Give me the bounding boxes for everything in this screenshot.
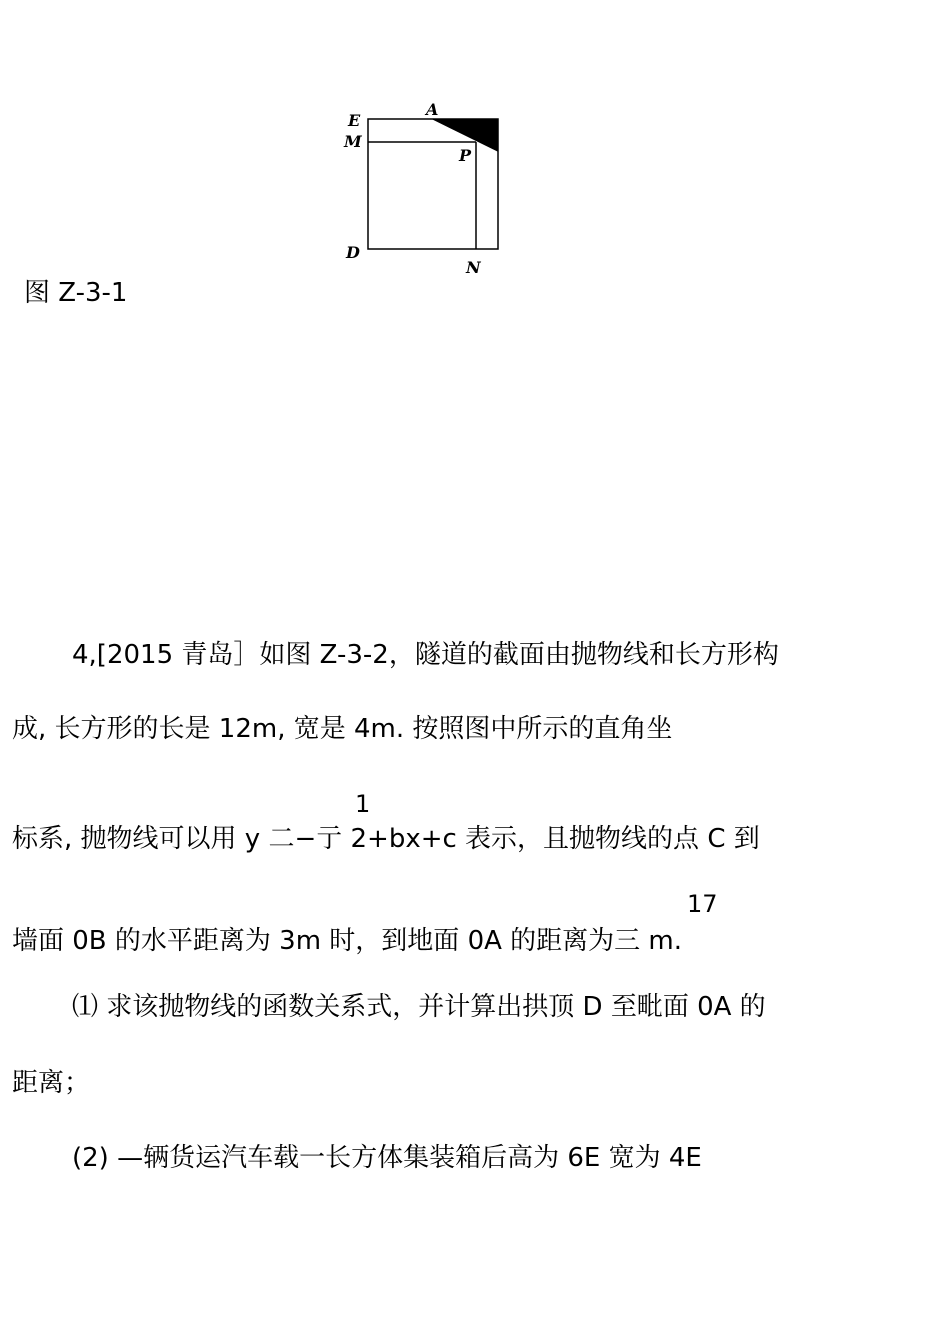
figure-caption: 图 Z-3-1 <box>24 278 128 308</box>
label-m: M <box>344 132 362 151</box>
square-diagram <box>330 96 520 286</box>
problem-line-2: 成, 长方形的长是 12m, 宽是 4m. 按照图中所示的直角坐 <box>12 714 673 744</box>
label-d: D <box>346 243 360 262</box>
label-n: N <box>466 258 481 277</box>
label-e: E <box>348 111 361 130</box>
problem-line-4: 墙面 0B 的水平距离为 3m 时，到地面 0A 的距离为三 m. <box>12 926 683 956</box>
question-2-line-1: (2) —辆货运汽车载一长方体集装箱后高为 6E 宽为 4E <box>72 1143 702 1173</box>
problem-line-3: 标系, 抛物线可以用 y 二−亍 2+bx+c 表示，且抛物线的点 C 到 <box>12 824 760 854</box>
label-p: P <box>459 146 472 165</box>
problem-line-1: 4,[2015 青岛］如图 Z-3-2，隧道的截面由抛物线和长方形构 <box>72 640 779 670</box>
fraction-numerator-1: 1 <box>355 790 371 818</box>
figure-z-3-1 <box>330 96 520 286</box>
label-a: A <box>426 100 439 119</box>
question-1-line-2: 距离； <box>12 1068 91 1098</box>
question-1-line-1: ⑴ 求该抛物线的函数关系式，并计算出拱顶 D 至毗面 0A 的 <box>72 992 766 1022</box>
fraction-numerator-2: 17 <box>687 890 718 918</box>
